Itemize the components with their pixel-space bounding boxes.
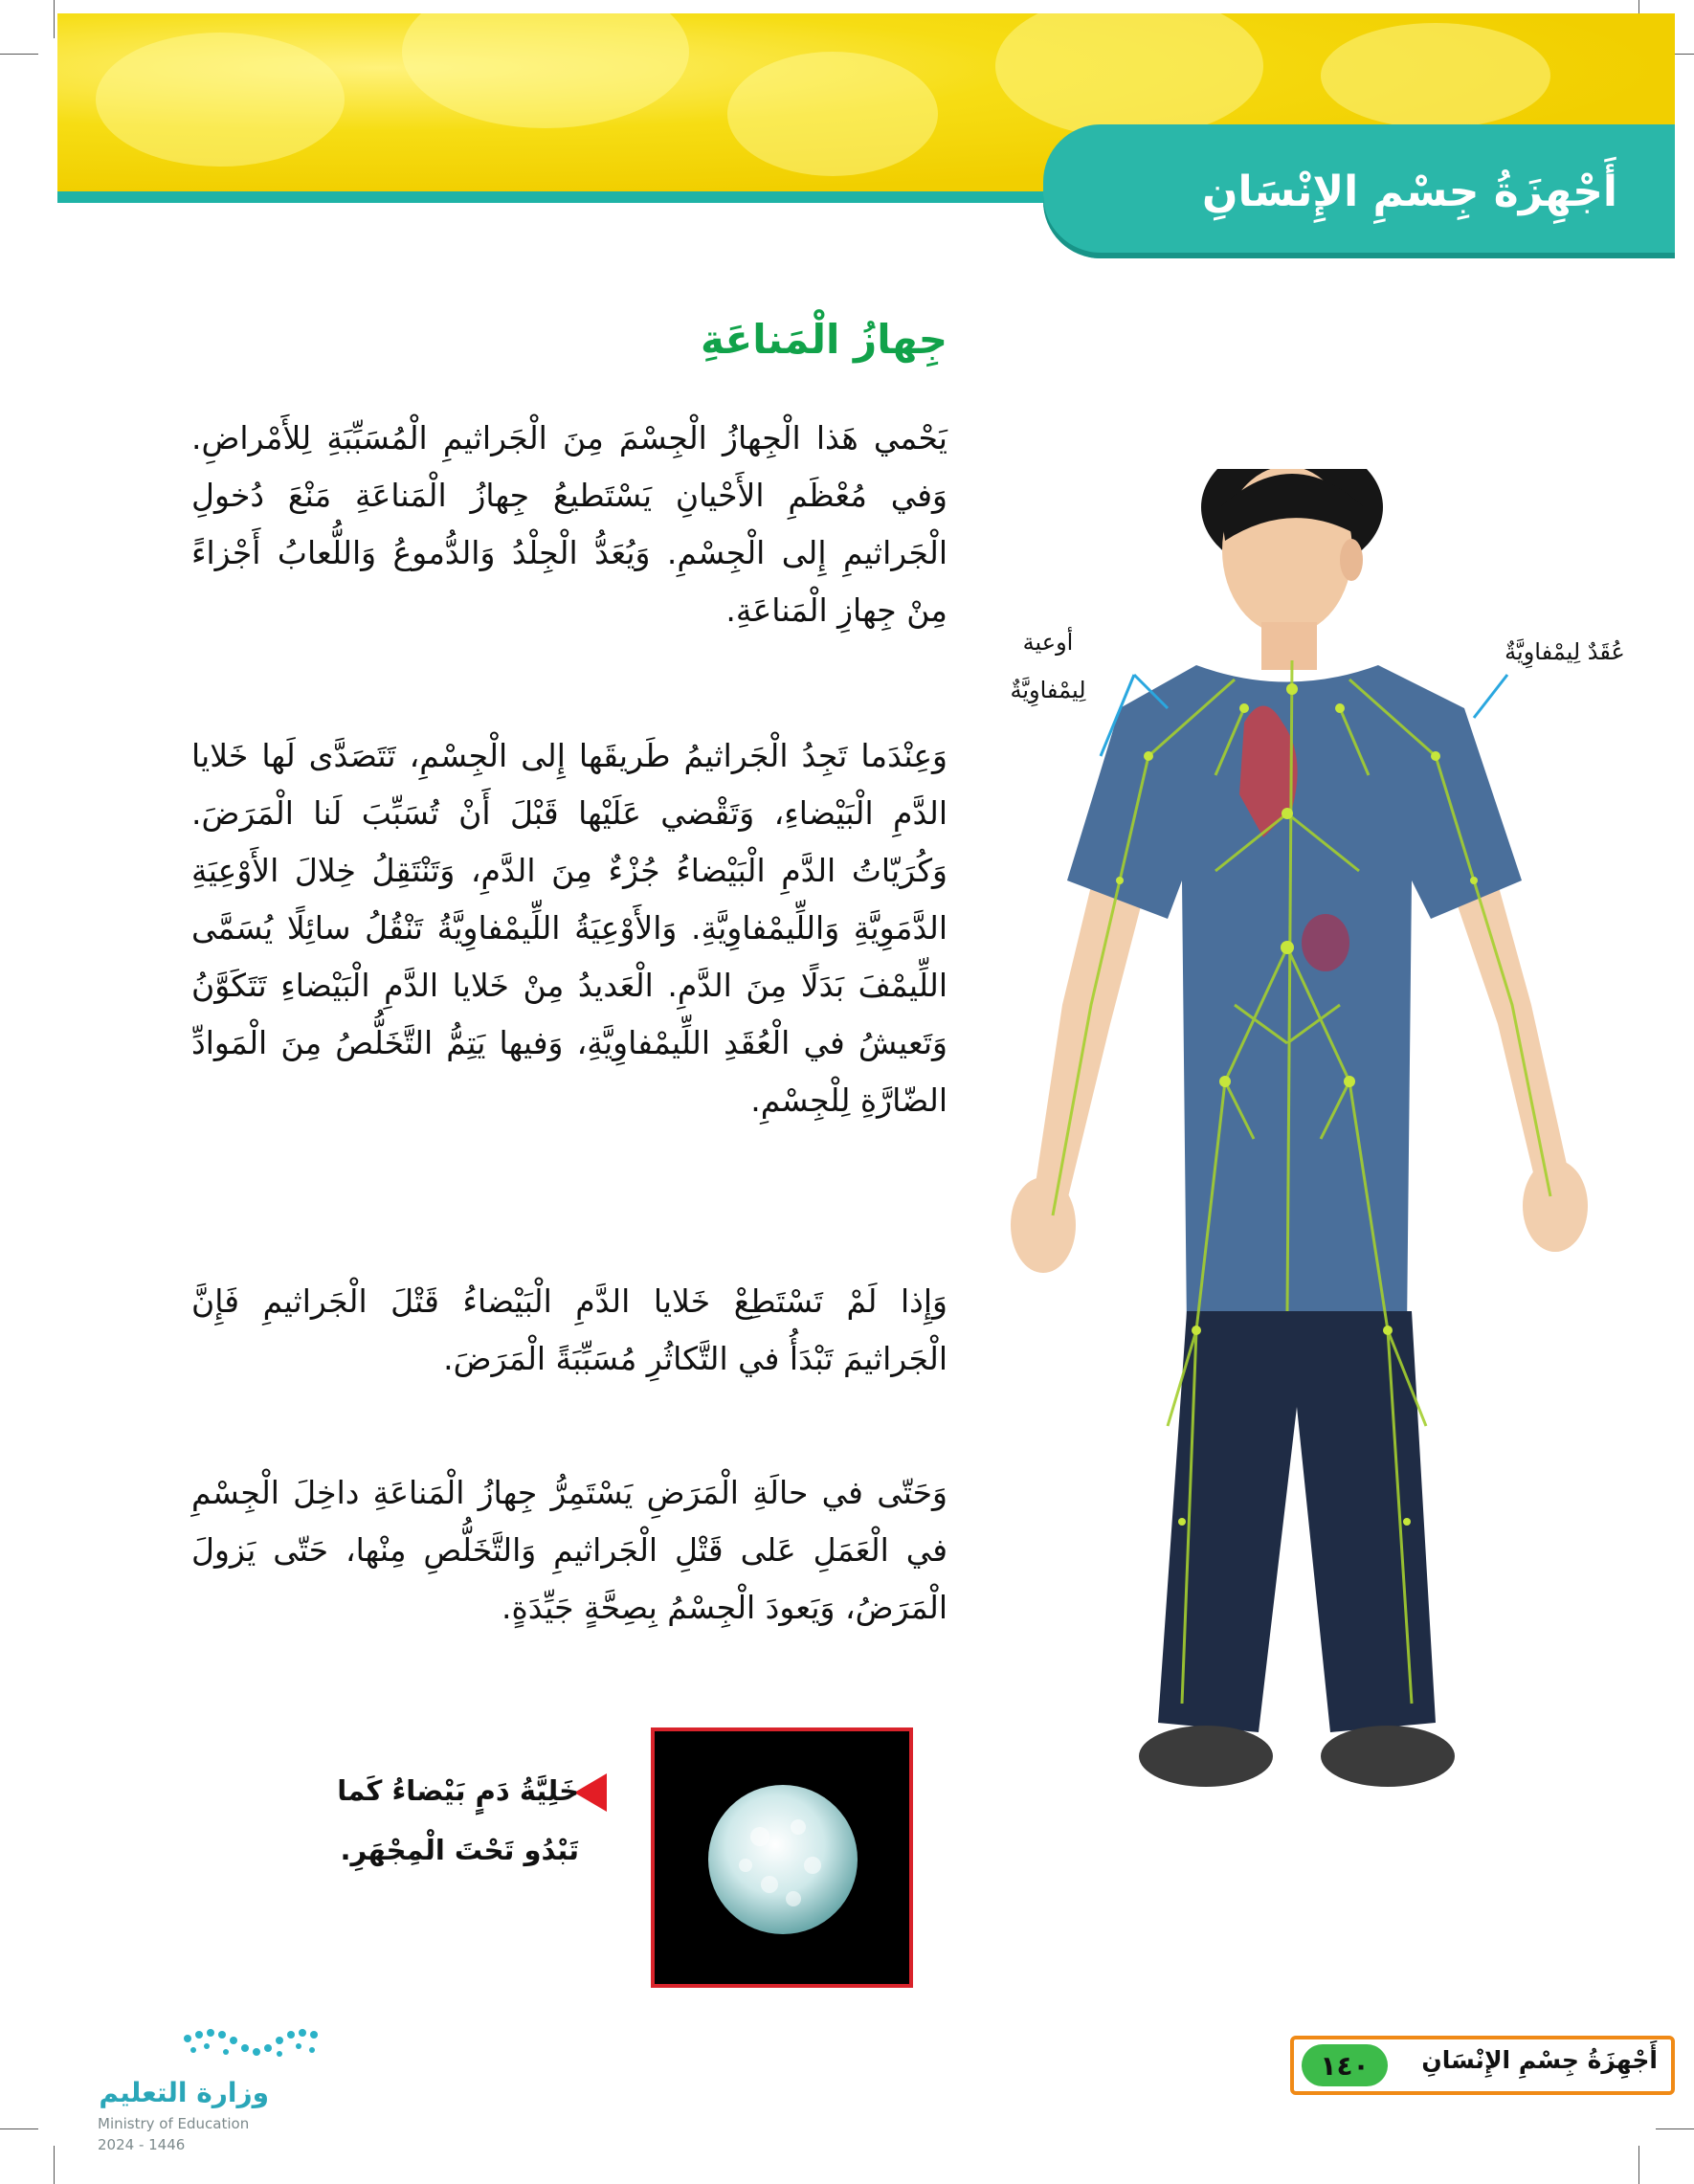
section-heading: جِهازُ الْمَناعَةِ xyxy=(701,316,947,363)
ministry-year: 2024 - 1446 xyxy=(98,2136,186,2153)
ministry-name-ar: وزارة التعليم xyxy=(99,2077,269,2108)
crop-mark xyxy=(54,2146,55,2184)
crop-mark xyxy=(1656,2128,1694,2129)
page-number: ١٤٠ xyxy=(1302,2044,1388,2086)
label-lymph-vessels-2: لِيمْفاوِيَّةٌ xyxy=(1010,677,1086,703)
paragraph-2 xyxy=(191,727,947,1129)
crop-mark xyxy=(1638,2146,1639,2184)
ministry-emblem-icon xyxy=(168,2019,360,2073)
chapter-title-tab xyxy=(1043,124,1675,258)
cell-graphic xyxy=(655,1731,909,1984)
crop-mark xyxy=(0,2128,38,2129)
paragraph-text: وَإِذا لَمْ تَسْتَطِعْ خَلايا الدَّمِ الْبَيْضاءُ قَتْلَ الْجَراثيمِ فَإِنَّ الْجَراثيمَ تَبْدَأُ في التَّكاثُرِ مُسَبِّبَةً الْمَرَضَ. xyxy=(191,1282,947,1377)
boy-illustration xyxy=(976,469,1637,1809)
paragraph-text: وَعِنْدَما تَجِدُ الْجَراثيمُ طَريقَها إِلى الْجِسْمِ، تَتَصَدَّى لَها خَلايا الدَّمِ الْبَيْضاءِ، وَتَقْضي عَلَيْها قَبْلَ أَنْ تُسَبِّبَ لَنا الْمَرَضَ. وَكُرَيّاتُ الدَّمِ الْبَيْضاءُ جُزْءٌ مِنَ الدَّمِ، وَتَنْتَقِلُ خِلالَ الأَوْعِيَةِ الدَّمَوِيَّةِ وَاللِّيمْفاوِيَّةِ. وَالأَوْعِيَةُ اللِّيمْفاوِيَّةُ تَنْقُلُ سائِلًا يُسَمَّى اللِّيمْفَ بَدَلًا مِنَ الدَّمِ. الْعَديدُ مِنْ خَلايا الدَّمِ الْبَيْضاءِ تَتَكَوَّنُ وَتَعيشُ في الْعُقَدِ اللِّيمْفاوِيَّةِ، وَفيها يَتِمُّ التَّخَلُّصُ مِنَ الْمَوادِّ الضّارَّةِ لِلْجِسْمِ. xyxy=(191,737,947,1119)
cell-caption-line-2: تَبْدُو تَحْتَ الْمِجْهَرِ. xyxy=(340,1834,579,1866)
crop-mark xyxy=(54,0,55,38)
footer-chapter-label: أَجْهِزَةُ جِسْمِ الإِنْسَانِ xyxy=(1421,2046,1658,2074)
header-rule xyxy=(57,191,1072,203)
caption-pointer-icon xyxy=(574,1773,607,1812)
label-lymph-nodes: عُقَدٌ لِيمْفاوِيَّةٌ xyxy=(1505,638,1625,665)
paragraph-1 xyxy=(191,410,947,639)
page-title: أَجْهِزَةُ جِسْمِ الإِنْسَانِ xyxy=(1201,167,1617,216)
ministry-name-en: Ministry of Education xyxy=(98,2115,250,2132)
label-lymph-vessels-1: أوعية xyxy=(1022,629,1074,656)
page-footer xyxy=(1290,2036,1675,2095)
paragraph-4 xyxy=(191,1464,947,1637)
cell-caption xyxy=(273,1761,579,1880)
cell-caption-line-1: خَلِيَّةُ دَمٍ بَيْضاءُ كَما xyxy=(337,1774,579,1807)
paragraph-text: وَحَتّى في حالَةِ الْمَرَضِ يَسْتَمِرُّ جِهازُ الْمَناعَةِ داخِلَ الْجِسْمِ في الْعَمَلِ عَلى قَتْلِ الْجَراثيمِ وَالتَّخَلُّصِ مِنْها، حَتّى يَزولَ الْمَرَضُ، وَيَعودَ الْجِسْمُ بِصِحَّةٍ جَيِّدَةٍ. xyxy=(191,1474,947,1626)
paragraph-3 xyxy=(191,1273,947,1388)
white-blood-cell-image xyxy=(651,1727,913,1988)
paragraph-text: يَحْمي هَذا الْجِهازُ الْجِسْمَ مِنَ الْجَراثيمِ الْمُسَبِّبَةِ لِلأَمْراضِ. وَفي مُعْظَمِ الأَحْيانِ يَسْتَطيعُ جِهازُ الْمَناعَةِ مَنْعَ دُخولِ الْجَراثيمِ إِلى الْجِسْمِ. وَيُعَدُّ الْجِلْدُ وَالدُّموعُ وَاللُّعابُ أَجْزاءً مِنْ جِهازِ الْمَناعَةِ. xyxy=(191,419,947,629)
lymphatic-system-figure xyxy=(976,469,1637,1809)
crop-mark xyxy=(0,54,38,55)
